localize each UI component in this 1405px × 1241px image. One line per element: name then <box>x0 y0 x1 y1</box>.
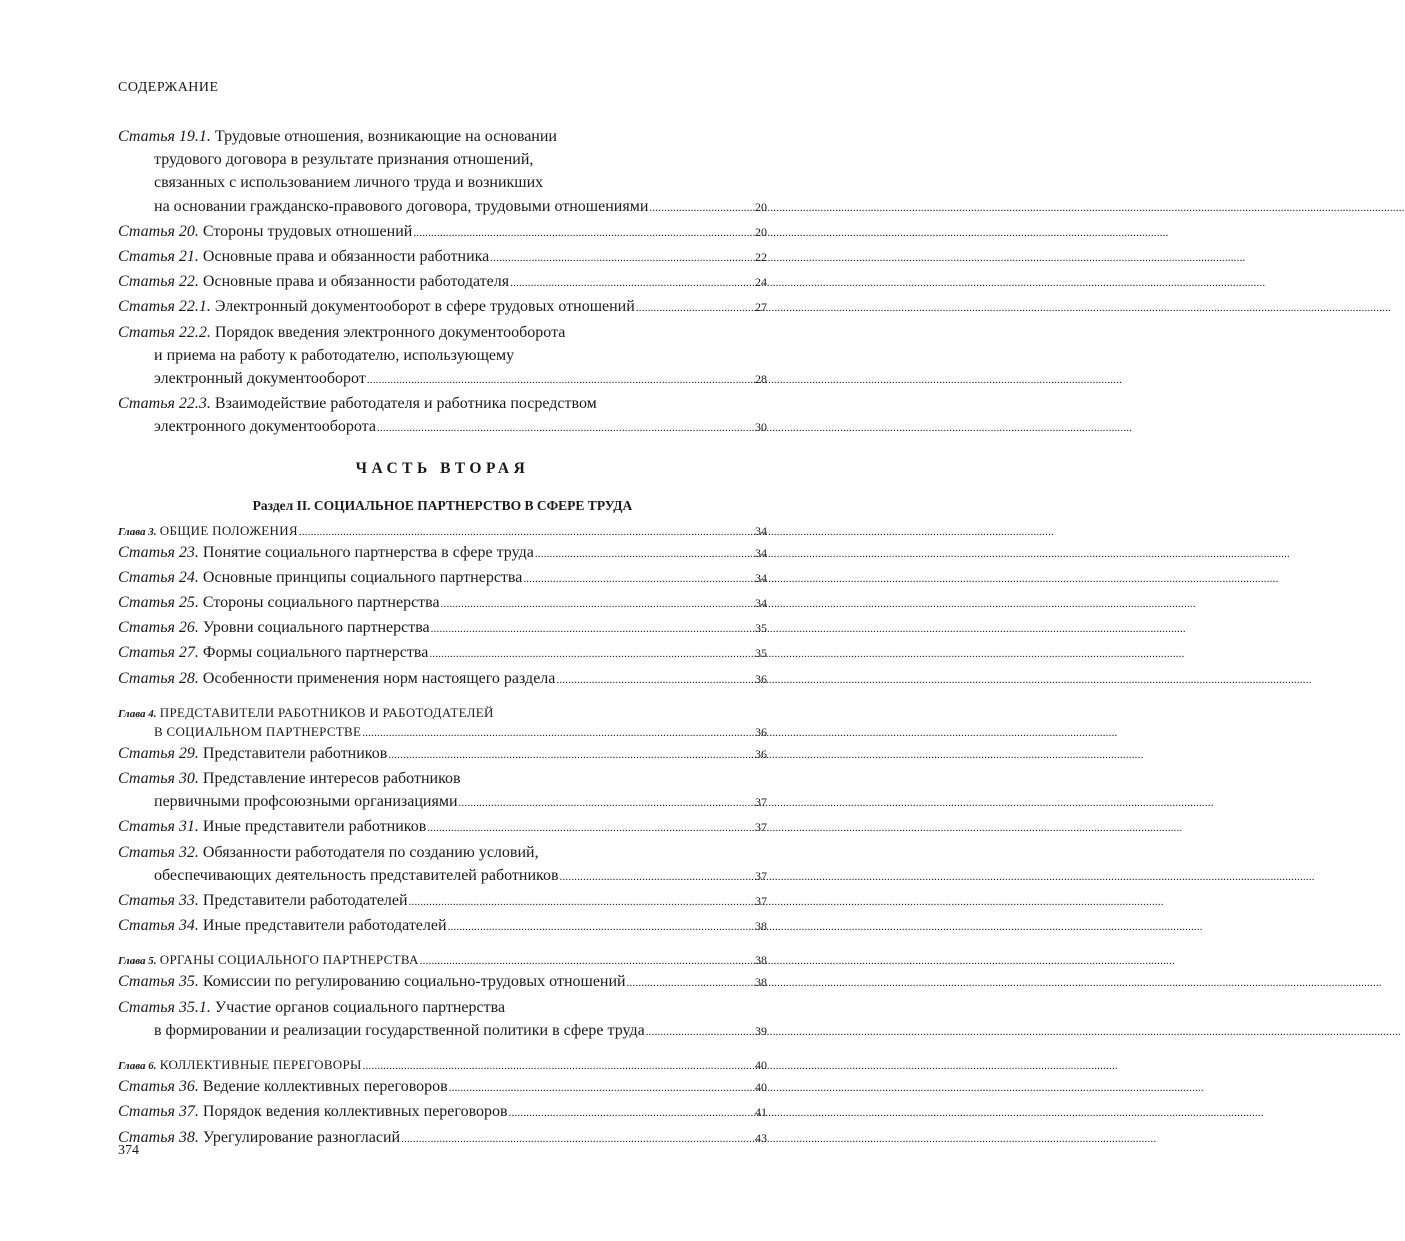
toc-article-entry[interactable] <box>118 970 767 995</box>
article-label: Статья 36. <box>118 1078 199 1096</box>
toc-article-entry[interactable] <box>118 295 767 320</box>
page-ref: 24 <box>755 275 767 290</box>
page-ref: 37 <box>755 868 767 883</box>
entry-title-line: первичными профсоюзными организациями <box>154 793 458 811</box>
toc-article-entry[interactable] <box>118 321 767 393</box>
article-label: Статья 22.1. <box>118 298 211 316</box>
page-ref: 38 <box>755 919 767 934</box>
page-ref: 30 <box>755 420 767 435</box>
page-ref: 37 <box>755 795 767 810</box>
page-ref: 41 <box>755 1105 767 1120</box>
article-label: Статья 35. <box>118 973 199 991</box>
page-ref: 20 <box>755 199 767 214</box>
article-label: Статья 26. <box>118 619 199 637</box>
toc-article-entry[interactable] <box>118 1126 767 1151</box>
entry-title-line: обеспечивающих деятельность представителей работников <box>154 866 559 884</box>
article-label: Статья 34. <box>118 917 199 935</box>
entry-title-line: Представители работников <box>202 744 388 762</box>
dot-leader <box>509 1102 754 1125</box>
article-label: Статья 22.3. <box>118 395 211 413</box>
toc-article-entry[interactable] <box>118 541 767 566</box>
entry-title-line: Электронный документооборот в сфере трудовых отношений <box>214 298 635 316</box>
page-ref: 36 <box>755 724 767 739</box>
page-ref: 34 <box>755 523 767 538</box>
entry-title-line: Обязанности работодателя по созданию условий, <box>202 843 539 861</box>
entry-title-line: Ведение коллективных переговоров <box>202 1078 448 1096</box>
entry-title-line: Взаимодействие работодателя и работника посредством <box>214 395 597 413</box>
entry-title-line: Иные представители работодателей <box>202 917 447 935</box>
dot-leader <box>448 916 754 939</box>
page-ref: 40 <box>755 1080 767 1095</box>
page-ref: 34 <box>755 570 767 585</box>
toc-article-entry[interactable] <box>118 270 767 295</box>
dot-leader <box>401 1128 754 1151</box>
toc-article-entry[interactable] <box>118 125 767 220</box>
article-label: Статья 19.1. <box>118 128 211 145</box>
entry-title-line: Стороны трудовых отношений <box>202 222 413 240</box>
page-ref: 22 <box>755 250 767 265</box>
entry-title-line: связанных с использованием личного труда и возникших <box>154 174 544 192</box>
dot-leader <box>299 523 754 541</box>
dot-leader <box>627 972 754 995</box>
page-ref: 36 <box>755 671 767 686</box>
toc-article-entry[interactable] <box>118 889 767 914</box>
dot-leader <box>377 417 754 440</box>
entry-title-line: Порядок ведения коллективных переговоров <box>202 1103 508 1121</box>
toc-article-entry[interactable] <box>118 1075 767 1100</box>
page-ref: 39 <box>755 1023 767 1038</box>
toc-article-entry[interactable] <box>118 641 767 666</box>
running-head: СОДЕРЖАНИЕ <box>118 80 219 95</box>
entry-title-line: ОБЩИЕ ПОЛОЖЕНИЯ <box>159 522 298 538</box>
entry-title-line: Особенности применения норм настоящего раздела <box>202 669 556 687</box>
page-ref: 20 <box>755 224 767 239</box>
article-label: Статья 37. <box>118 1103 199 1121</box>
chapter-label: Глава 5. <box>118 955 157 968</box>
dot-leader <box>363 1057 754 1075</box>
entry-title-line: трудового договора в результате признания отношений, <box>154 151 534 169</box>
article-label: Статья 24. <box>118 568 199 586</box>
dot-leader <box>636 297 754 320</box>
toc-chapter-entry[interactable] <box>118 951 767 970</box>
article-label: Статья 21. <box>118 248 199 266</box>
article-label: Статья 25. <box>118 594 199 612</box>
dot-leader <box>427 817 754 840</box>
toc-article-entry[interactable] <box>118 616 767 641</box>
toc-article-entry[interactable] <box>118 667 767 692</box>
article-label: Статья 30. <box>118 770 199 788</box>
article-label: Статья 31. <box>118 818 199 836</box>
toc-article-entry[interactable] <box>118 566 767 591</box>
entry-title-line: Участие органов социального партнерства <box>214 998 506 1016</box>
table-of-contents <box>118 125 767 1151</box>
page-number: 374 <box>118 1143 139 1158</box>
chapter-label: Глава 3. <box>118 525 157 538</box>
entry-title-line: Основные принципы социального партнерства <box>202 568 523 586</box>
dot-leader <box>413 222 754 245</box>
entry-title-line: Формы социального партнерства <box>202 644 429 662</box>
toc-chapters <box>118 522 767 1151</box>
entry-title-line: электронного документооборота <box>154 418 376 436</box>
toc-article-entry[interactable] <box>118 742 767 767</box>
article-label: Статья 35.1. <box>118 998 211 1016</box>
entry-title-line: В СОЦИАЛЬНОМ ПАРТНЕРСТВЕ <box>154 723 362 739</box>
page-ref: 36 <box>755 746 767 761</box>
toc-article-entry[interactable] <box>118 996 767 1044</box>
dot-leader <box>409 891 754 914</box>
toc-article-entry[interactable] <box>118 245 767 270</box>
entry-title-line: в формировании и реализации государственной политики в сфере труда <box>154 1021 645 1039</box>
article-label: Статья 23. <box>118 543 199 561</box>
entry-title-line: на основании гражданско-правового договора, трудовыми отношениями <box>154 197 649 215</box>
part-title: ЧАСТЬ ВТОРАЯ <box>355 459 530 477</box>
page-ref: 43 <box>755 1130 767 1145</box>
toc-article-entry[interactable] <box>118 591 767 616</box>
page-ref: 27 <box>755 300 767 315</box>
page-ref: 34 <box>755 545 767 560</box>
page-ref: 37 <box>755 820 767 835</box>
toc-chapter-entry[interactable] <box>118 704 767 742</box>
entry-title-line: Понятие социального партнерства в сфере труда <box>202 543 534 561</box>
dot-leader <box>523 568 754 591</box>
dot-leader <box>431 618 754 641</box>
toc-article-entry[interactable] <box>118 841 767 889</box>
section-title: Раздел II. СОЦИАЛЬНОЕ ПАРТНЕРСТВО В СФЕРЕ ТРУДА <box>252 497 633 513</box>
chapter-label: Глава 4. <box>118 707 157 720</box>
article-label: Статья 33. <box>118 892 199 910</box>
entry-title-line: Основные права и обязанности работника <box>202 248 490 266</box>
dot-leader <box>646 1021 754 1044</box>
toc-chapter-entry[interactable] <box>118 522 767 541</box>
article-label: Статья 22.2. <box>118 323 211 341</box>
entry-title-line: Представители работодателей <box>202 892 408 910</box>
toc-article-entry[interactable] <box>118 815 767 840</box>
entry-title-line: Представление интересов работников <box>202 770 461 788</box>
entry-title-line: Основные права и обязанности работодателя <box>202 273 510 291</box>
article-label: Статья 27. <box>118 644 199 662</box>
dot-leader <box>420 952 754 970</box>
dot-leader <box>441 593 754 616</box>
entry-title-line: электронный документооборот <box>154 370 366 388</box>
dot-leader <box>556 669 754 692</box>
entry-title-line: Порядок введения электронного документооборота <box>214 323 566 341</box>
entry-title-line: КОЛЛЕКТИВНЫЕ ПЕРЕГОВОРЫ <box>159 1057 362 1073</box>
toc-article-entry[interactable] <box>118 392 767 440</box>
toc-articles-before <box>118 125 767 441</box>
page-ref: 38 <box>755 953 767 968</box>
page-ref: 37 <box>755 894 767 909</box>
dot-leader <box>367 369 754 392</box>
toc-article-entry[interactable] <box>118 914 767 939</box>
article-label: Статья 38. <box>118 1128 199 1146</box>
page-ref: 35 <box>755 621 767 636</box>
dot-leader <box>429 643 754 666</box>
entry-title-line: Стороны социального партнерства <box>202 594 440 612</box>
entry-title-line: Комиссии по регулированию социально-трудовых отношений <box>202 973 626 991</box>
entry-title-line: и приема на работу к работодателю, использующему <box>154 346 515 364</box>
page-ref: 35 <box>755 646 767 661</box>
dot-leader <box>362 724 754 742</box>
dot-leader <box>449 1077 754 1100</box>
dot-leader <box>459 792 754 815</box>
article-label: Статья 32. <box>118 843 199 861</box>
entry-title-line: ПРЕДСТАВИТЕЛИ РАБОТНИКОВ И РАБОТОДАТЕЛЕЙ <box>159 704 494 720</box>
page-ref: 34 <box>755 596 767 611</box>
dot-leader <box>649 197 754 220</box>
article-label: Статья 22. <box>118 273 199 291</box>
dot-leader <box>388 744 754 767</box>
toc-chapter-entry[interactable] <box>118 1056 767 1075</box>
chapter-label: Глава 6. <box>118 1060 157 1073</box>
toc-article-entry[interactable] <box>118 767 767 815</box>
page-ref: 40 <box>755 1058 767 1073</box>
article-label: Статья 29. <box>118 744 199 762</box>
page-ref: 28 <box>755 372 767 387</box>
dot-leader <box>560 866 754 889</box>
dot-leader <box>490 247 754 270</box>
entry-title-line: Трудовые отношения, возникающие на основании <box>214 128 557 145</box>
dot-leader <box>535 543 754 566</box>
entry-title-line: Иные представители работников <box>202 818 427 836</box>
article-label: Статья 20. <box>118 222 199 240</box>
dot-leader <box>510 272 754 295</box>
page-ref: 38 <box>755 975 767 990</box>
entry-title-line: ОРГАНЫ СОЦИАЛЬНОГО ПАРТНЕРСТВА <box>159 952 419 968</box>
toc-article-entry[interactable] <box>118 220 767 245</box>
entry-title-line: Уровни социального партнерства <box>202 619 430 637</box>
article-label: Статья 28. <box>118 669 199 687</box>
entry-title-line: Урегулирование разногласий <box>202 1128 401 1146</box>
toc-article-entry[interactable] <box>118 1100 767 1125</box>
